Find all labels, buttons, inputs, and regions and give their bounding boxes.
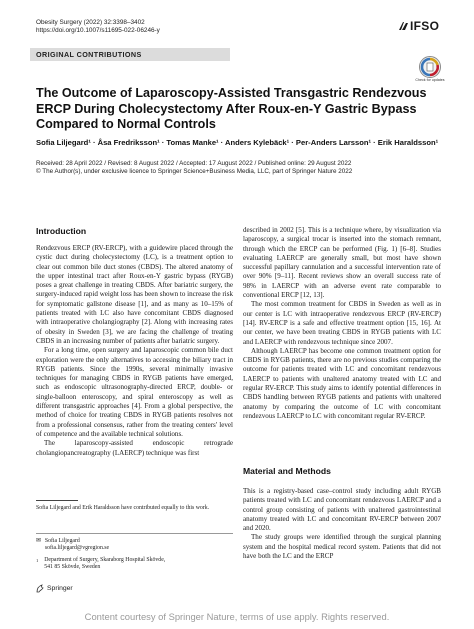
article-dates xyxy=(36,160,352,177)
intro-paragraph-1: Rendezvous ERCP (RV-ERCP), with a guidewire placed through the cystic duct during cholecystectomy (LC), is a treatment option to clear out common bile duct stones (CBDS). The altered anatomy of the upper intestinal tract after Roux-en-Y gastric bypass (RYGB) poses a great challenge in treating CBDS. After bariatric surgery, the surgery-induced rapid weight loss has been shown to increase the risk for symptomatic gallstone disease [1], and as many as 10–15% of patients treated with LC also have concomitant CBDS diagnosed with intraoperative cholangiography [2]. Along with increasing rates of obesity in Sweden [3], we are facing the challenge of treating CBDS in an increasing number of patients after bariatric surgery. xyxy=(36,244,233,345)
affiliation-number: 1 xyxy=(36,558,39,563)
methods-paragraph-2: The study groups were identified through the surgical planning system and the hospital medical record system. Patients that did not have both the LC and the ERCP xyxy=(243,533,441,561)
intro-paragraph-5: The most common treatment for CBDS in Sweden as well as in our center is LC with intraoperative rendezvous ERCP (RV-ERCP) [14]. RV-ERCP is a safe and effective treatment option [15, 16]. At our center, we have been treating CBDS in RYGB patients with LC and LAERCP with rendezvous technique since 2007. xyxy=(243,300,441,346)
right-column-body xyxy=(243,226,441,421)
corresponding-author xyxy=(36,538,233,553)
springer-horse-icon xyxy=(36,584,44,593)
methods-paragraph-1: This is a registry-based case–control study including adult RYGB patients treated with LC and concomitant rendezvous LAERCP and a control group consisting of patients with unaltered gastrointestinal anatomy treated with LC and concomitant RV-ERCP between 2007 and 2020. xyxy=(243,487,441,533)
methods-body xyxy=(243,487,441,561)
copyright-line: © The Author(s), under exclusive licence to Springer Science+Business Media, LLC, part of Springer Nature 2022 xyxy=(36,168,353,176)
ifso-logo-icon xyxy=(398,21,409,31)
journal-line: Obesity Surgery (2022) 32:3398–3402 xyxy=(36,19,145,26)
footnote-rule xyxy=(36,500,78,501)
affiliation xyxy=(36,557,233,572)
corresponding-email[interactable]: sofia.liljegard@vgregion.se xyxy=(44,545,110,552)
doi-link[interactable]: https://doi.org/10.1007/s11695-022-06246-y xyxy=(36,27,160,34)
section-label: ORIGINAL CONTRIBUTIONS xyxy=(36,50,142,59)
affiliation-line-1: Department of Surgery, Skaraborg Hospital Skövde, xyxy=(44,557,166,563)
intro-paragraph-4: described in 2002 [5]. This is a technique where, by visualization via laparoscopy, a surgical trocar is inserted into the stomach remnant, through which the ERCP can be performed (Fig. 1) [6–8]. Studies evaluating LAERCP are generally small, but most have shown successful papillary cannulation and a successful intervention rate of over 90% [9–11]. Recent reviews show an overall success rate of 98% in LAERCP with an adverse event rate comparable to conventional ERCP [12, 13]. xyxy=(243,226,441,300)
footnote-divider xyxy=(36,533,233,534)
author-list: Sofia Liljegard¹ · Åsa Fredriksson¹ · Tomas Manke¹ · Anders Kylebäck¹ · Per-Anders Larsson¹ · Erik Haraldsson¹ xyxy=(36,138,439,147)
contribution-note: Sofia Liljegard and Erik Haraldsson have contributed equally to this work. xyxy=(36,505,210,511)
publisher-footer xyxy=(36,584,73,593)
affiliation-line-2: 541 85 Skövde, Sweden xyxy=(44,564,101,571)
corresponding-name: Sofia Liljegard xyxy=(44,538,80,544)
intro-heading: Introduction xyxy=(36,226,87,236)
ifso-logo xyxy=(398,19,442,33)
methods-heading: Material and Methods xyxy=(243,466,331,476)
check-for-updates-icon[interactable] xyxy=(418,55,442,79)
publisher-name: Springer xyxy=(47,585,73,592)
journal-citation xyxy=(36,19,160,35)
intro-body xyxy=(36,244,233,458)
article-title: The Outcome of Laparoscopy-Assisted Transgastric Rendezvous ERCP During Cholecystectomy After Roux-en-Y Gastric Bypass Compared to Normal Controls xyxy=(36,86,427,131)
intro-paragraph-3: The laparoscopy-assisted endoscopic retrograde cholangiopancreatography (LAERCP) technique was first xyxy=(36,439,233,457)
check-for-updates-caption: Check for updates xyxy=(415,78,445,82)
history-dates: Received: 28 April 2022 / Revised: 8 August 2022 / Accepted: 17 August 2022 / Published online: 29 August 2022 xyxy=(36,160,352,167)
intro-paragraph-2: For a long time, open surgery and laparoscopic common bile duct exploration were the only alternatives to accessing the biliary tract in RYGB patients. Since the 1990s, several minimally invasive techniques for managing CBDS in RYGB patients have emerged, such as endoscopic ultrasonography-directed ERCP, double- or single-balloon enteroscopy, and spiral enteroscopy as well as different transgastric approaches [4]. From a global perspective, the method of choice for treating CBDS in RYGB patients resolves not from a professional consensus, rather from the treating centers' level of competence and the available technical solutions. xyxy=(36,346,233,438)
envelope-icon: ✉ xyxy=(36,538,41,544)
courtesy-notice: Content courtesy of Springer Nature, terms of use apply. Rights reserved. xyxy=(84,611,390,622)
logo-text: IFSO xyxy=(410,19,440,33)
intro-paragraph-6: Although LAERCP has become one common treatment option for CBDS in RYGB patients, there are no previous studies comparing the outcome for patients treated with LC and concomitant rendezvous LAERCP to patients with unaltered anatomy treated with LC and regular RV-ERCP. This study aims to identify potential differences in CBDS handling between RYGB patients and patients with unaltered anatomy by comparing the outcome of LC with concomitant rendezvous LAERCP to LC with concomitant regular RV-ERCP. xyxy=(243,346,441,420)
